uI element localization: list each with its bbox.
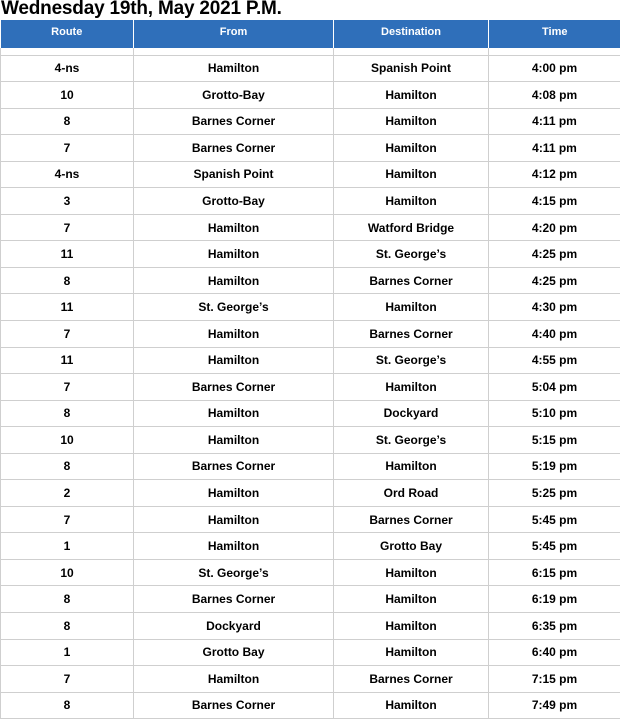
destination-cell: St. George’s	[334, 347, 489, 374]
from-cell: Barnes Corner	[134, 374, 334, 401]
from-cell: Hamilton	[134, 347, 334, 374]
table-row	[1, 639, 620, 666]
time-cell: 4:55 pm	[489, 347, 620, 374]
spacer-cell	[334, 48, 489, 55]
route-cell: 8	[1, 586, 134, 613]
header-spacer-row	[1, 48, 620, 55]
from-cell: Hamilton	[134, 427, 334, 454]
time-cell: 4:25 pm	[489, 267, 620, 294]
destination-cell: Spanish Point	[334, 55, 489, 82]
time-cell: 7:49 pm	[489, 692, 620, 719]
from-cell: Hamilton	[134, 666, 334, 693]
time-cell: 4:25 pm	[489, 241, 620, 268]
table-row	[1, 161, 620, 188]
destination-cell: Hamilton	[334, 161, 489, 188]
route-cell: 7	[1, 214, 134, 241]
route-cell: 1	[1, 639, 134, 666]
destination-cell: Hamilton	[334, 612, 489, 639]
route-cell: 8	[1, 108, 134, 135]
route-cell: 8	[1, 267, 134, 294]
route-cell: 1	[1, 533, 134, 560]
route-cell: 7	[1, 506, 134, 533]
time-cell: 5:04 pm	[489, 374, 620, 401]
destination-cell: Hamilton	[334, 692, 489, 719]
route-cell: 8	[1, 400, 134, 427]
table-row	[1, 108, 620, 135]
time-cell: 6:15 pm	[489, 559, 620, 586]
from-cell: Barnes Corner	[134, 108, 334, 135]
destination-cell: Hamilton	[334, 453, 489, 480]
destination-cell: Barnes Corner	[334, 320, 489, 347]
destination-cell: St. George’s	[334, 427, 489, 454]
destination-cell: Hamilton	[334, 559, 489, 586]
table-row	[1, 241, 620, 268]
time-cell: 5:10 pm	[489, 400, 620, 427]
table-row	[1, 374, 620, 401]
table-row	[1, 267, 620, 294]
table-row	[1, 55, 620, 82]
table-row	[1, 135, 620, 162]
table-row	[1, 559, 620, 586]
table-body	[1, 48, 620, 719]
time-cell: 6:35 pm	[489, 612, 620, 639]
from-cell: Hamilton	[134, 320, 334, 347]
destination-cell: Hamilton	[334, 374, 489, 401]
from-cell: Barnes Corner	[134, 453, 334, 480]
destination-cell: Grotto Bay	[334, 533, 489, 560]
destination-cell: Ord Road	[334, 480, 489, 507]
table-row	[1, 692, 620, 719]
from-cell: Dockyard	[134, 612, 334, 639]
destination-cell: Barnes Corner	[334, 666, 489, 693]
time-cell: 5:25 pm	[489, 480, 620, 507]
time-cell: 4:11 pm	[489, 108, 620, 135]
destination-cell: Hamilton	[334, 135, 489, 162]
table-row	[1, 347, 620, 374]
route-cell: 11	[1, 241, 134, 268]
destination-cell: Barnes Corner	[334, 267, 489, 294]
route-cell: 11	[1, 347, 134, 374]
table-row	[1, 453, 620, 480]
time-cell: 7:15 pm	[489, 666, 620, 693]
from-cell: St. George’s	[134, 294, 334, 321]
time-cell: 6:40 pm	[489, 639, 620, 666]
route-cell: 4-ns	[1, 55, 134, 82]
column-header-destination: Destination	[334, 20, 489, 48]
time-cell: 4:00 pm	[489, 55, 620, 82]
spacer-cell	[489, 48, 620, 55]
time-cell: 4:11 pm	[489, 135, 620, 162]
table-header-row	[1, 20, 620, 48]
table-row	[1, 480, 620, 507]
from-cell: Hamilton	[134, 267, 334, 294]
from-cell: Grotto Bay	[134, 639, 334, 666]
from-cell: Hamilton	[134, 241, 334, 268]
time-cell: 6:19 pm	[489, 586, 620, 613]
time-cell: 4:12 pm	[489, 161, 620, 188]
from-cell: Hamilton	[134, 214, 334, 241]
from-cell: St. George’s	[134, 559, 334, 586]
destination-cell: St. George’s	[334, 241, 489, 268]
from-cell: Spanish Point	[134, 161, 334, 188]
table-row	[1, 320, 620, 347]
destination-cell: Barnes Corner	[334, 506, 489, 533]
route-cell: 2	[1, 480, 134, 507]
route-cell: 3	[1, 188, 134, 215]
route-cell: 8	[1, 453, 134, 480]
time-cell: 4:30 pm	[489, 294, 620, 321]
from-cell: Hamilton	[134, 480, 334, 507]
from-cell: Hamilton	[134, 533, 334, 560]
route-cell: 10	[1, 427, 134, 454]
from-cell: Hamilton	[134, 55, 334, 82]
from-cell: Grotto-Bay	[134, 82, 334, 109]
spacer-cell	[1, 48, 134, 55]
destination-cell: Hamilton	[334, 294, 489, 321]
time-cell: 5:45 pm	[489, 533, 620, 560]
time-cell: 4:15 pm	[489, 188, 620, 215]
table-row	[1, 294, 620, 321]
time-cell: 4:20 pm	[489, 214, 620, 241]
time-cell: 5:45 pm	[489, 506, 620, 533]
table-row	[1, 214, 620, 241]
time-cell: 4:40 pm	[489, 320, 620, 347]
time-cell: 5:19 pm	[489, 453, 620, 480]
route-cell: 7	[1, 320, 134, 347]
route-cell: 8	[1, 612, 134, 639]
time-cell: 4:08 pm	[489, 82, 620, 109]
route-cell: 11	[1, 294, 134, 321]
table-row	[1, 82, 620, 109]
destination-cell: Hamilton	[334, 639, 489, 666]
route-cell: 7	[1, 666, 134, 693]
route-cell: 10	[1, 82, 134, 109]
table-row	[1, 188, 620, 215]
from-cell: Barnes Corner	[134, 586, 334, 613]
from-cell: Barnes Corner	[134, 692, 334, 719]
destination-cell: Dockyard	[334, 400, 489, 427]
table-row	[1, 506, 620, 533]
destination-cell: Watford Bridge	[334, 214, 489, 241]
bus-schedule-table	[0, 20, 620, 719]
table-row	[1, 586, 620, 613]
from-cell: Hamilton	[134, 400, 334, 427]
destination-cell: Hamilton	[334, 108, 489, 135]
destination-cell: Hamilton	[334, 82, 489, 109]
destination-cell: Hamilton	[334, 586, 489, 613]
route-cell: 7	[1, 135, 134, 162]
route-cell: 8	[1, 692, 134, 719]
route-cell: 7	[1, 374, 134, 401]
column-header-from: From	[134, 20, 334, 48]
time-cell: 5:15 pm	[489, 427, 620, 454]
page-title: Wednesday 19th, May 2021 P.M.	[1, 0, 282, 22]
table-row	[1, 533, 620, 560]
spacer-cell	[134, 48, 334, 55]
table-row	[1, 666, 620, 693]
column-header-time: Time	[489, 20, 620, 48]
table-row	[1, 400, 620, 427]
route-cell: 10	[1, 559, 134, 586]
destination-cell: Hamilton	[334, 188, 489, 215]
route-cell: 4-ns	[1, 161, 134, 188]
from-cell: Grotto-Bay	[134, 188, 334, 215]
table-row	[1, 427, 620, 454]
from-cell: Hamilton	[134, 506, 334, 533]
column-header-route: Route	[1, 20, 134, 48]
from-cell: Barnes Corner	[134, 135, 334, 162]
table-row	[1, 612, 620, 639]
